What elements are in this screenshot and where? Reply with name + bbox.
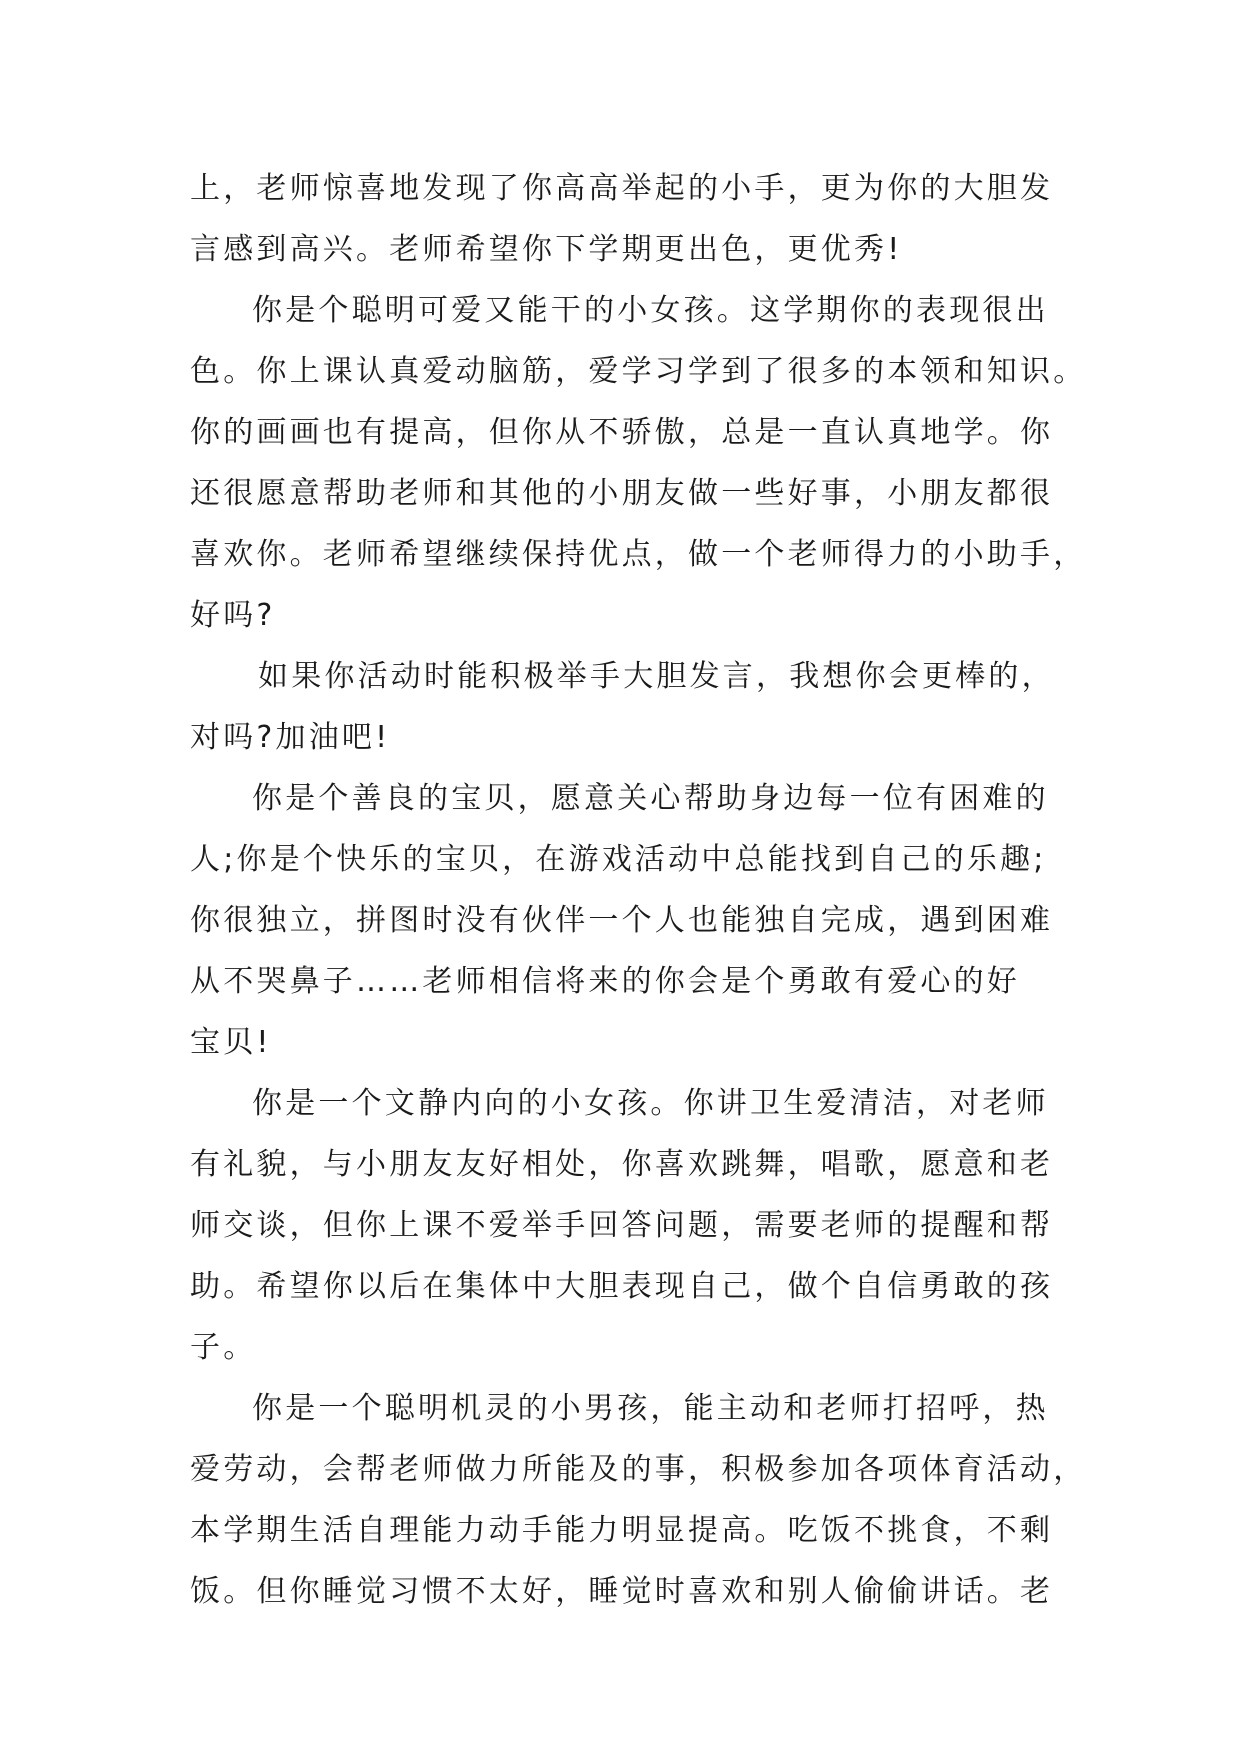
text-line: 从不哭鼻子……老师相信将来的你会是个勇敢有爱心的好 <box>190 964 1020 999</box>
text-line: 你的画画也有提高，但你从不骄傲，总是一直认真地学。你 <box>190 415 1054 450</box>
text-line: 饭。但你睡觉习惯不太好，睡觉时喜欢和别人偷偷讲话。老 <box>190 1574 1054 1609</box>
text-line: 师交谈，但你上课不爱举手回答问题，需要老师的提醒和帮 <box>190 1208 1054 1243</box>
paragraph-first-line: 你是个善良的宝贝，愿意关心帮助身边每一位有困难的 <box>252 781 1049 816</box>
text-line: 还很愿意帮助老师和其他的小朋友做一些好事，小朋友都很 <box>190 476 1054 511</box>
paragraph-first-line: 如果你活动时能积极举手大胆发言，我想你会更棒的， <box>258 659 1055 694</box>
text-line: 喜欢你。老师希望继续保持优点，做一个老师得力的小助手， <box>190 537 1087 572</box>
text-line: 子。 <box>190 1330 257 1365</box>
text-line: 对吗?加油吧! <box>190 720 391 755</box>
paragraph-first-line: 你是个聪明可爱又能干的小女孩。这学期你的表现很出 <box>252 293 1049 328</box>
paragraph-first-line: 你是一个聪明机灵的小男孩，能主动和老师打招呼，热 <box>252 1391 1049 1426</box>
text-line: 有礼貌，与小朋友友好相处，你喜欢跳舞，唱歌，愿意和老 <box>190 1147 1054 1182</box>
text-line: 你很独立，拼图时没有伙伴一个人也能独自完成，遇到困难 <box>190 903 1054 938</box>
paragraph-first-line: 你是一个文静内向的小女孩。你讲卫生爱清洁，对老师 <box>252 1086 1049 1121</box>
text-line: 言感到高兴。老师希望你下学期更出色，更优秀! <box>190 232 903 267</box>
text-line: 好吗? <box>190 598 276 633</box>
text-line: 宝贝! <box>190 1025 272 1060</box>
text-line: 人;你是个快乐的宝贝，在游戏活动中总能找到自己的乐趣; <box>190 842 1047 877</box>
text-line: 色。你上课认真爱动脑筋，爱学习学到了很多的本领和知识。 <box>190 354 1087 389</box>
text-line: 助。希望你以后在集体中大胆表现自己，做个自信勇敢的孩 <box>190 1269 1054 1304</box>
text-line: 本学期生活自理能力动手能力明显提高。吃饭不挑食，不剩 <box>190 1513 1054 1548</box>
text-line: 爱劳动，会帮老师做力所能及的事，积极参加各项体育活动， <box>190 1452 1087 1487</box>
body-text <box>190 158 1087 1622</box>
text-line: 上，老师惊喜地发现了你高高举起的小手，更为你的大胆发 <box>190 171 1054 206</box>
